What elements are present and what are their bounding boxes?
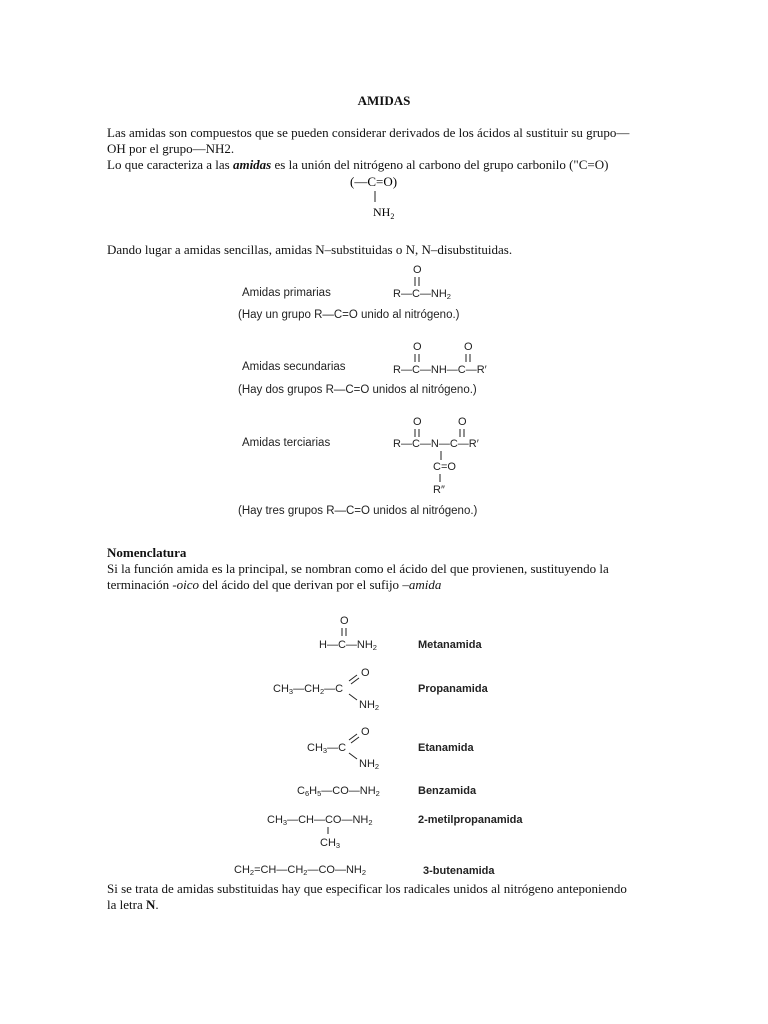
page-title: AMIDAS [357, 93, 411, 108]
formula-primaria [393, 264, 451, 301]
svg-text:Etanamida: Etanamida [418, 742, 474, 754]
note-terciarias: (Hay tres grupos R—C=O unidos al nitrógeno.) [238, 505, 478, 517]
svg-text:CH3—C: CH3—C [307, 742, 347, 755]
svg-text:NH2: NH2 [359, 758, 380, 771]
example-3-butenamida [234, 864, 495, 877]
svg-text:O: O [413, 341, 422, 353]
svg-text:O: O [361, 726, 370, 738]
svg-text:(—C=O): (—C=O) [350, 174, 398, 189]
example-metanamida [319, 615, 482, 652]
nomenclatura-line-1: Si la función amida es la principal, se nombran como el ácido del que provienen, sustituyendo la [107, 561, 609, 576]
svg-text:O: O [464, 341, 473, 353]
svg-text:O: O [340, 615, 349, 627]
note-primarias: (Hay un grupo R—C=O unido al nitrógeno.) [238, 309, 460, 321]
svg-text:H—C—NH2: H—C—NH2 [319, 639, 377, 652]
svg-text:CH3—CH—CO—NH2: CH3—CH—CO—NH2 [267, 814, 373, 827]
intro-line-1: Las amidas son compuestos que se pueden considerar derivados de los ácidos al sustituir su grupo— [107, 125, 630, 140]
svg-text:Metanamida: Metanamida [418, 639, 482, 651]
svg-text:O: O [458, 416, 467, 428]
svg-text:R—C—N—C—R′: R—C—N—C—R′ [393, 438, 479, 450]
svg-text:R—C—NH—C—R′: R—C—NH—C—R′ [393, 364, 487, 376]
final-line-2: la letra N. [107, 897, 159, 912]
example-2-metilpropanamida [267, 814, 523, 850]
svg-text:CH3—CH2—C: CH3—CH2—C [273, 683, 344, 696]
carbonyl-structure [340, 170, 430, 230]
svg-text:C=O: C=O [433, 461, 456, 473]
svg-text:NH2: $NH_2$ [373, 205, 395, 221]
label-secundarias: Amidas secundarias [242, 361, 346, 373]
example-propanamida [273, 667, 489, 712]
label-primarias: Amidas primarias [242, 287, 331, 299]
svg-text:2-metilpropanamida: 2-metilpropanamida [418, 814, 523, 826]
nomenclatura-line-2: terminación -oico del ácido del que derivan por el sufijo –amida [107, 577, 442, 592]
nomenclatura-heading: Nomenclatura [107, 545, 187, 560]
amide-types-figure [230, 258, 540, 530]
svg-text:NH2: NH2 [359, 699, 380, 712]
svg-text:Propanamida: Propanamida [418, 683, 488, 695]
nomenclatura-section [107, 545, 667, 593]
svg-text:Benzamida: Benzamida [418, 785, 477, 797]
formula-secundaria [393, 341, 487, 376]
label-terciarias: Amidas terciarias [242, 437, 331, 449]
svg-text:CH2=CH—CH2—CO—NH2: CH2=CH—CH2—CO—NH2 [234, 864, 366, 877]
examples-figure [225, 608, 545, 880]
formula-terciaria [393, 416, 479, 496]
intro-paragraph [107, 125, 667, 173]
svg-text:CH3: CH3 [320, 837, 341, 850]
example-benzamida [297, 785, 477, 798]
final-line-1: Si se trata de amidas substituidas hay que especificar los radicales unidos al nitrógeno anteponiendo [107, 881, 627, 896]
final-paragraph [107, 881, 667, 913]
svg-text:C6H5—CO—NH2: C6H5—CO—NH2 [297, 785, 380, 798]
svg-text:O: O [361, 667, 370, 679]
intro-line-3: Lo que caracteriza a las amidas es la unión del nitrógeno al carbono del grupo carbonilo ("C=O) [107, 157, 609, 172]
svg-text:3-butenamida: 3-butenamida [423, 865, 495, 877]
svg-text:O: O [413, 264, 422, 276]
example-etanamida [307, 726, 475, 771]
svg-text:R″: R″ [433, 484, 445, 496]
svg-text:O: O [413, 416, 422, 428]
note-secundarias: (Hay dos grupos R—C=O unidos al nitrógeno.) [238, 384, 477, 396]
intro-line-2: OH por el grupo—NH2. [107, 141, 235, 156]
types-sentence: Dando lugar a amidas sencillas, amidas N–substituidas o N, N–disubstituidas. [107, 242, 513, 257]
svg-text:R—C—NH2: R—C—NH2 [393, 288, 451, 301]
